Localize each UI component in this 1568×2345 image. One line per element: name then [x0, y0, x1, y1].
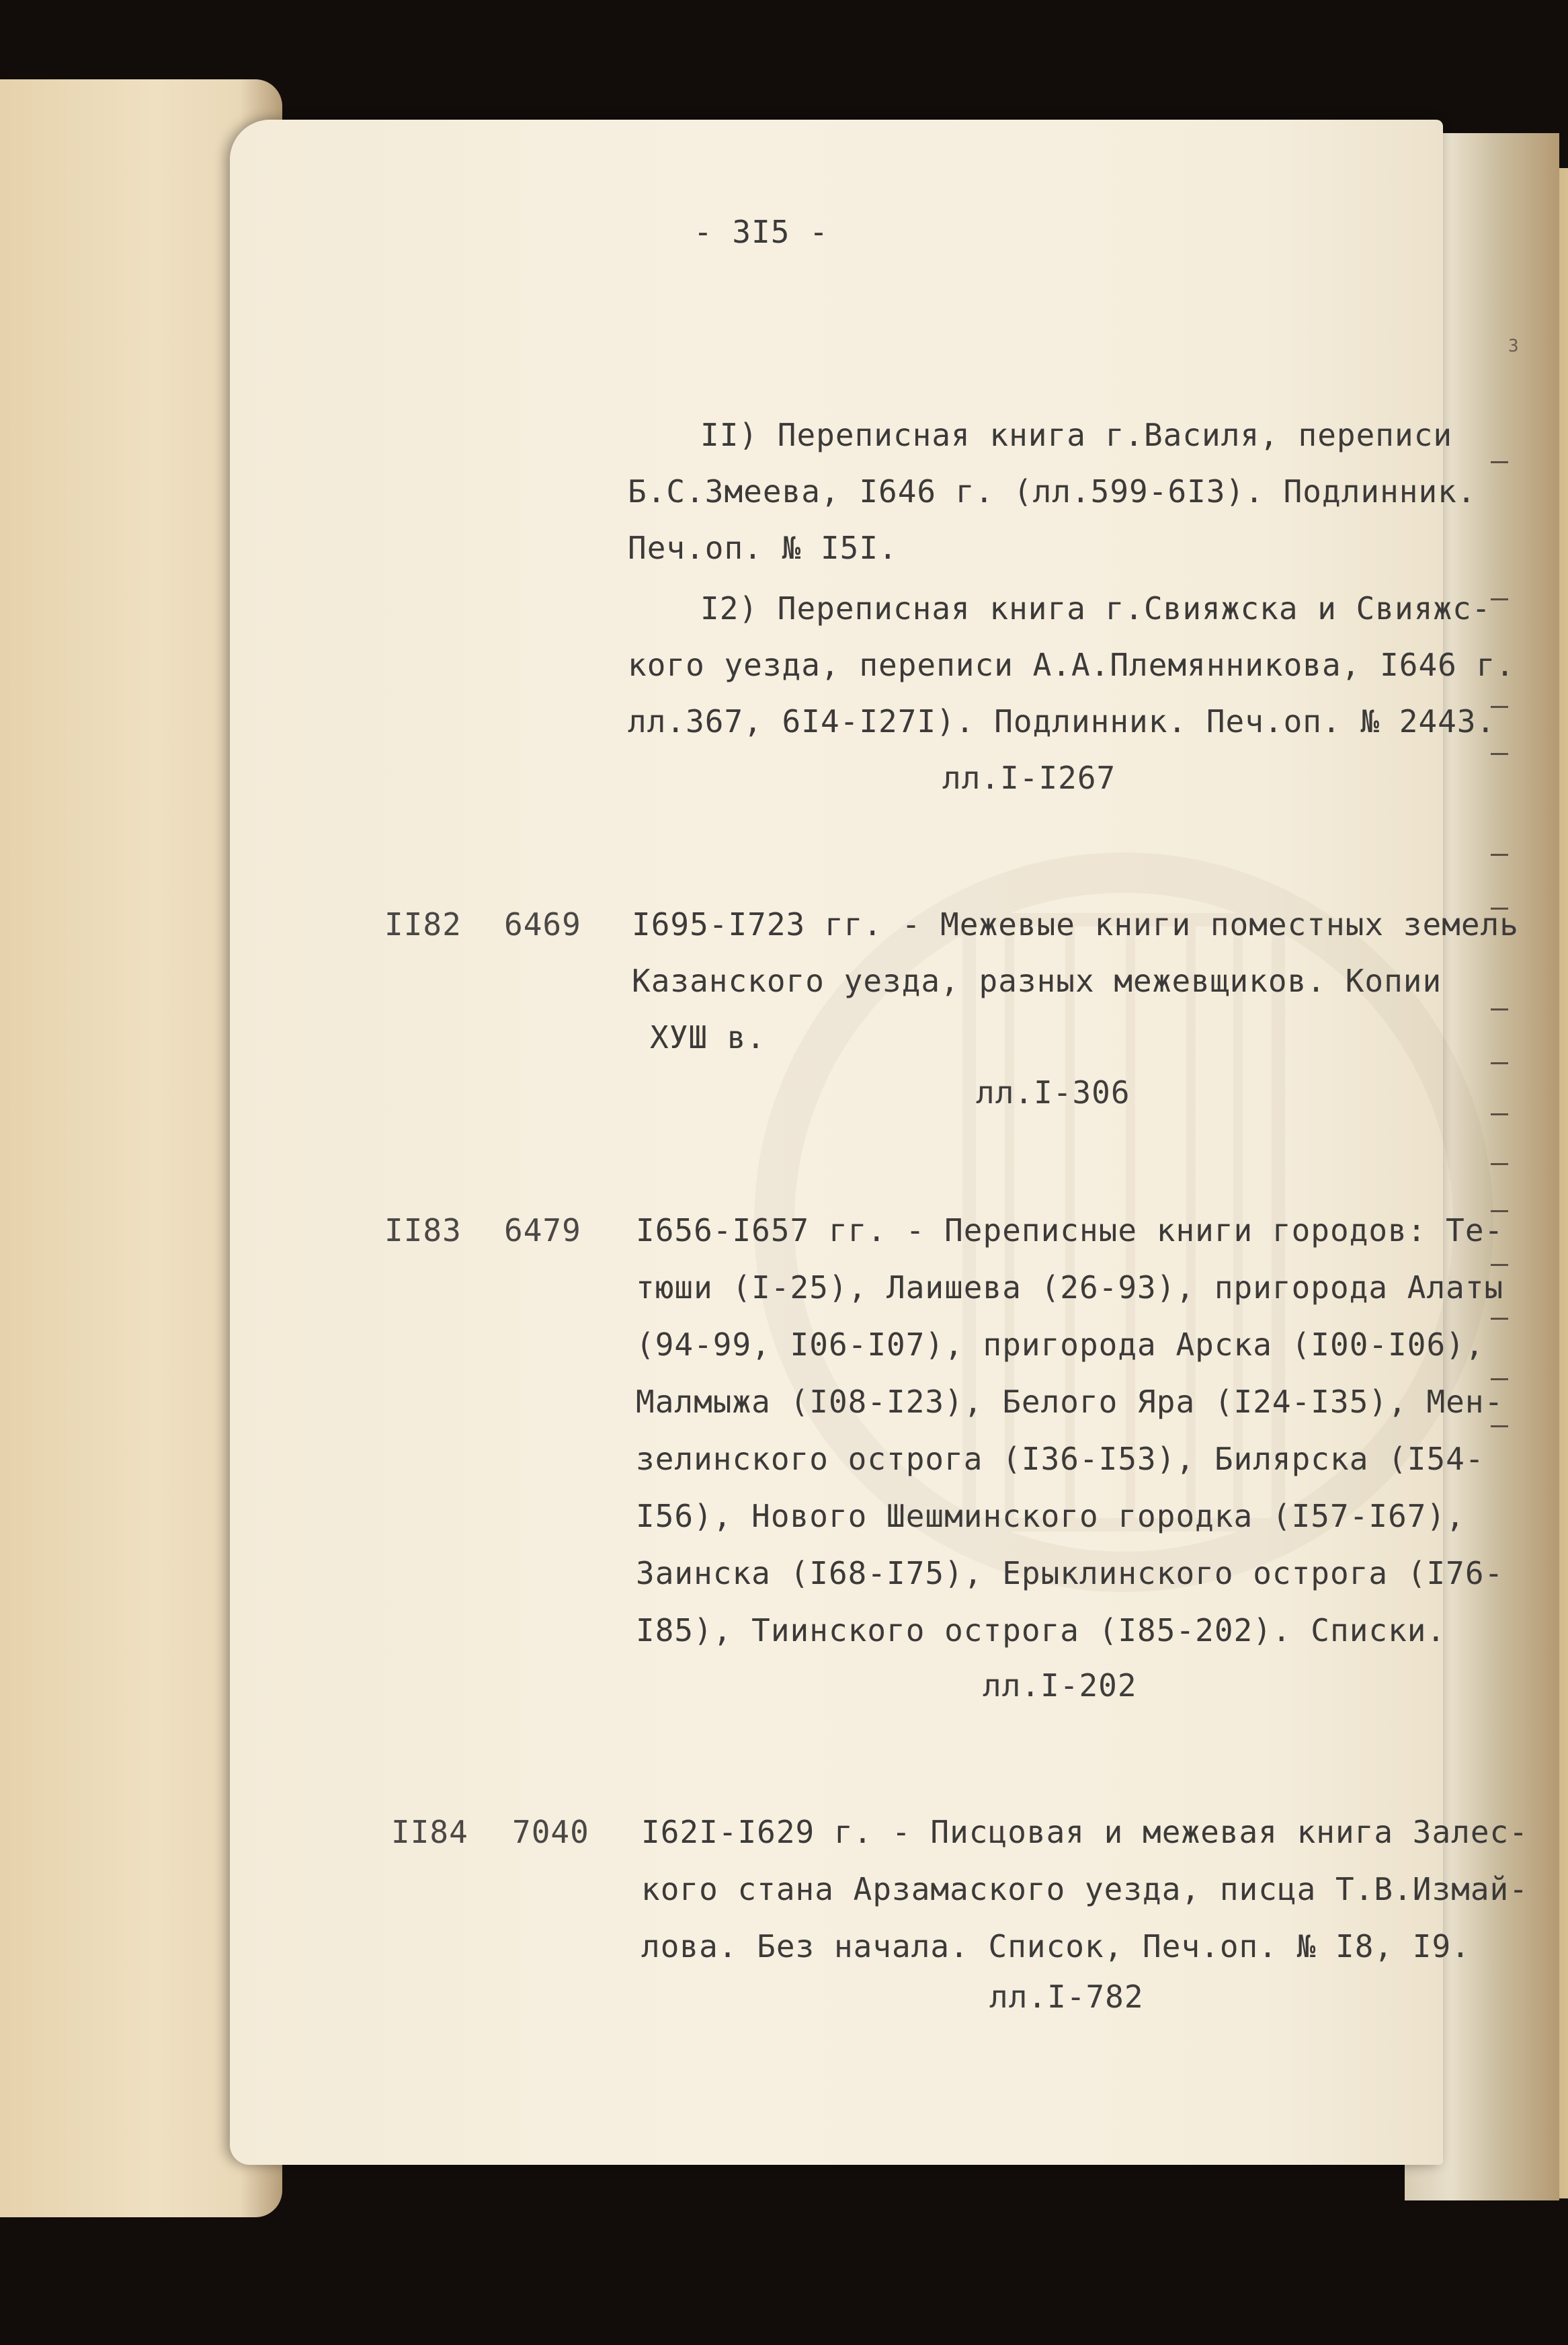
entry-11-line-2: Б.С.Змеева, I646 г. (лл.599-6I3). Подлинник.	[628, 473, 1477, 510]
entry-1183-line-3: (94-99, I06-I07), пригорода Арска (I00-I06),	[636, 1326, 1485, 1363]
entry-1182-line-2: Казанского уезда, разных межевщиков. Копии	[632, 963, 1442, 999]
entry-1182-sheets: лл.I-306	[976, 1074, 1130, 1111]
entry-1183-line-6: I56), Нового Шешминского городка (I57-I67),	[636, 1498, 1465, 1534]
entry-1183-sheets: лл.I-202	[983, 1667, 1137, 1704]
entry-1183-unit: 6479	[504, 1212, 581, 1248]
entry-1184-sheets: лл.I-782	[989, 1979, 1144, 2015]
entry-12-line-1: I2) Переписная книга г.Свияжска и Свияжс-	[700, 590, 1491, 627]
entry-12-line-3: лл.367, 6I4-I27I). Подлинник. Печ.оп. № 2443.	[628, 703, 1496, 740]
entry-1183-line-4: Малмыжа (I08-I23), Белого Яра (I24-I35), Мен-	[636, 1384, 1504, 1420]
entry-1184-line-1: I62I-I629 г. - Писцовая и межевая книга Залес-	[641, 1814, 1528, 1850]
stack-mark: 3	[1508, 336, 1519, 356]
entry-1182-number: II82	[384, 906, 462, 943]
entry-1182-line-1: I695-I723 гг. - Межевые книги поместных земель	[632, 906, 1519, 943]
entry-12-sheets: лл.I-I267	[942, 760, 1116, 796]
entry-1182-line-3: ХУШ в.	[650, 1019, 766, 1056]
entry-1184-line-2: кого стана Арзамаского уезда, писца Т.В.Измай-	[641, 1871, 1528, 1907]
entry-1182-unit: 6469	[504, 906, 581, 943]
entry-1183-number: II83	[384, 1212, 462, 1248]
entry-12-line-2: кого уезда, переписи А.А.Племянникова, I646 г.	[628, 647, 1515, 683]
entry-1183-line-5: зелинского острога (I36-I53), Билярска (I54-	[636, 1441, 1485, 1477]
entry-1184-line-3: лова. Без начала. Список, Печ.оп. № I8, I9.	[641, 1928, 1471, 1964]
page-number: - 3I5 -	[694, 214, 829, 250]
entry-1183-line-1: I656-I657 гг. - Переписные книги городов: Те-	[636, 1212, 1504, 1248]
entry-11-line-1: II) Переписная книга г.Василя, переписи	[700, 417, 1453, 453]
entry-1184-unit: 7040	[512, 1814, 589, 1850]
entry-1184-number: II84	[391, 1814, 468, 1850]
entry-1183-line-8: I85), Тиинского острога (I85-202). Списки.	[636, 1612, 1446, 1648]
entry-1183-line-2: тюши (I-25), Лаишева (26-93), пригорода Алаты	[636, 1269, 1504, 1306]
document-page	[230, 120, 1528, 2165]
entry-1183-line-7: Заинска (I68-I75), Ерыклинского острога (I76-	[636, 1555, 1504, 1591]
entry-11-line-3: Печ.оп. № I5I.	[628, 530, 898, 566]
